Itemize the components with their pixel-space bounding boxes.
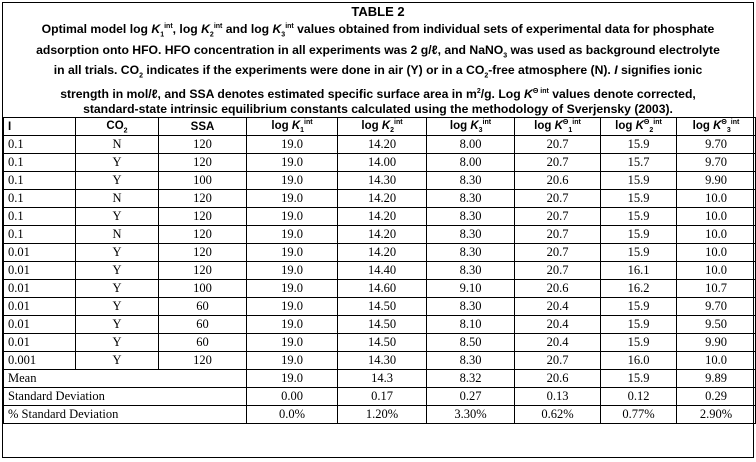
table-row bbox=[4, 262, 756, 280]
cell-logk-theta2: 15.9 bbox=[601, 334, 677, 352]
cell-co2: Y bbox=[76, 244, 159, 262]
cell-logk3: 8.00 bbox=[427, 154, 515, 172]
summary-logk-theta1: 0.62% bbox=[515, 406, 601, 424]
cell-logk-theta1: 20.4 bbox=[515, 334, 601, 352]
summary-logk-theta1: 0.13 bbox=[515, 388, 601, 406]
cell-logk2: 14.50 bbox=[338, 298, 427, 316]
cell-logk-theta1: 20.7 bbox=[515, 208, 601, 226]
summary-logk1: 0.00 bbox=[247, 388, 338, 406]
cell-logk-theta3: 10.0 bbox=[677, 352, 756, 370]
cell-co2: Y bbox=[76, 334, 159, 352]
summary-label: Standard Deviation bbox=[4, 388, 247, 406]
table-header-row bbox=[4, 118, 756, 136]
cell-i: 0.001 bbox=[4, 352, 76, 370]
cell-logk-theta3: 9.70 bbox=[677, 298, 756, 316]
cell-logk1: 19.0 bbox=[247, 334, 338, 352]
cell-ssa: 120 bbox=[159, 262, 247, 280]
table-row bbox=[4, 208, 756, 226]
cell-i: 0.01 bbox=[4, 298, 76, 316]
cell-logk-theta1: 20.6 bbox=[515, 280, 601, 298]
summary-label: % Standard Deviation bbox=[4, 406, 247, 424]
cell-logk1: 19.0 bbox=[247, 172, 338, 190]
summary-logk-theta2: 0.12 bbox=[601, 388, 677, 406]
cell-ssa: 120 bbox=[159, 244, 247, 262]
summary-logk-theta3: 0.29 bbox=[677, 388, 756, 406]
caption-line-5: standard-state intrinsic equilibrium constants calculated using the methodology of Sverjensky (2003). bbox=[83, 102, 673, 117]
cell-i: 0.01 bbox=[4, 316, 76, 334]
cell-i: 0.01 bbox=[4, 244, 76, 262]
table-row bbox=[4, 352, 756, 370]
cell-co2: N bbox=[76, 226, 159, 244]
cell-logk2: 14.30 bbox=[338, 172, 427, 190]
cell-logk-theta2: 15.9 bbox=[601, 316, 677, 334]
header-co2: $CO_2$ bbox=[76, 118, 159, 136]
cell-ssa: 100 bbox=[159, 172, 247, 190]
cell-logk-theta3: 9.90 bbox=[677, 334, 756, 352]
table-row bbox=[4, 136, 756, 154]
cell-i: 0.01 bbox=[4, 262, 76, 280]
summary-row bbox=[4, 388, 756, 406]
cell-ssa: 120 bbox=[159, 226, 247, 244]
summary-logk-theta3: 9.89 bbox=[677, 370, 756, 388]
cell-logk-theta1: 20.7 bbox=[515, 190, 601, 208]
cell-ssa: 100 bbox=[159, 280, 247, 298]
cell-logk3: 8.50 bbox=[427, 334, 515, 352]
summary-logk3: 3.30% bbox=[427, 406, 515, 424]
cell-logk-theta3: 10.0 bbox=[677, 262, 756, 280]
cell-ssa: 60 bbox=[159, 316, 247, 334]
table-title: TABLE 2 bbox=[351, 4, 405, 19]
table-row bbox=[4, 172, 756, 190]
cell-ssa: 120 bbox=[159, 136, 247, 154]
table-row bbox=[4, 244, 756, 262]
cell-logk1: 19.0 bbox=[247, 208, 338, 226]
cell-logk2: 14.20 bbox=[338, 208, 427, 226]
cell-i: 0.01 bbox=[4, 280, 76, 298]
caption-line-4: strength in mol/ℓ, and SSA denotes estimated specific surface area in $m^2/g$. Log $K^{\Theta int}$ values denote corrected, bbox=[60, 87, 696, 102]
table-row bbox=[4, 298, 756, 316]
summary-logk2: 1.20% bbox=[338, 406, 427, 424]
header-logk-theta1: $\log K^\Theta_1^{int}$ bbox=[515, 118, 601, 136]
summary-row bbox=[4, 370, 756, 388]
cell-logk2: 14.50 bbox=[338, 316, 427, 334]
cell-ssa: 120 bbox=[159, 190, 247, 208]
cell-logk-theta1: 20.7 bbox=[515, 262, 601, 280]
cell-logk1: 19.0 bbox=[247, 190, 338, 208]
cell-logk-theta2: 15.9 bbox=[601, 190, 677, 208]
cell-co2: Y bbox=[76, 154, 159, 172]
caption-line-1: Optimal model $\log K_1^{int}$, $\log K_2^{int}$ and $\log K_3^{int}$ values obtained from individual sets of experimental data for phosphate bbox=[41, 22, 715, 39]
cell-logk-theta2: 16.2 bbox=[601, 280, 677, 298]
cell-logk-theta1: 20.4 bbox=[515, 316, 601, 334]
summary-logk1: 0.0% bbox=[247, 406, 338, 424]
cell-logk-theta3: 10.7 bbox=[677, 280, 756, 298]
cell-logk2: 14.20 bbox=[338, 190, 427, 208]
cell-co2: N bbox=[76, 136, 159, 154]
cell-ssa: 60 bbox=[159, 298, 247, 316]
cell-logk2: 14.40 bbox=[338, 262, 427, 280]
cell-i: 0.1 bbox=[4, 154, 76, 172]
summary-logk1: 19.0 bbox=[247, 370, 338, 388]
table-caption bbox=[3, 3, 753, 117]
cell-i: 0.1 bbox=[4, 136, 76, 154]
cell-co2: Y bbox=[76, 316, 159, 334]
table-row bbox=[4, 334, 756, 352]
cell-logk3: 8.30 bbox=[427, 244, 515, 262]
cell-logk3: 9.10 bbox=[427, 280, 515, 298]
summary-logk-theta3: 2.90% bbox=[677, 406, 756, 424]
cell-logk3: 8.30 bbox=[427, 298, 515, 316]
cell-logk-theta2: 15.9 bbox=[601, 172, 677, 190]
caption-line-3: in all trials. $CO_2$ indicates if the experiments were done in air (Y) or in a $CO_2$-free atmosphere (N). I signifies ionic bbox=[53, 63, 703, 80]
cell-logk-theta3: 10.0 bbox=[677, 226, 756, 244]
summary-label: Mean bbox=[4, 370, 247, 388]
cell-i: 0.01 bbox=[4, 334, 76, 352]
cell-co2: Y bbox=[76, 298, 159, 316]
cell-logk1: 19.0 bbox=[247, 136, 338, 154]
table-row bbox=[4, 154, 756, 172]
cell-logk-theta3: 10.0 bbox=[677, 208, 756, 226]
cell-logk-theta3: 9.70 bbox=[677, 136, 756, 154]
cell-logk-theta3: 10.0 bbox=[677, 190, 756, 208]
header-logk-theta3: $\log K^\Theta_3^{int}$ bbox=[677, 118, 756, 136]
table-figure bbox=[2, 2, 754, 458]
cell-logk-theta3: 10.0 bbox=[677, 244, 756, 262]
cell-logk-theta3: 9.50 bbox=[677, 316, 756, 334]
cell-co2: Y bbox=[76, 208, 159, 226]
cell-logk1: 19.0 bbox=[247, 352, 338, 370]
cell-logk-theta1: 20.7 bbox=[515, 136, 601, 154]
cell-logk2: 14.00 bbox=[338, 154, 427, 172]
cell-logk3: 8.00 bbox=[427, 136, 515, 154]
cell-ssa: 60 bbox=[159, 334, 247, 352]
table-row bbox=[4, 190, 756, 208]
cell-logk1: 19.0 bbox=[247, 244, 338, 262]
cell-logk2: 14.20 bbox=[338, 136, 427, 154]
header-logk-theta2: $\log K^\Theta_2^{int}$ bbox=[601, 118, 677, 136]
cell-logk-theta2: 15.9 bbox=[601, 136, 677, 154]
cell-logk3: 8.30 bbox=[427, 208, 515, 226]
cell-logk3: 8.30 bbox=[427, 190, 515, 208]
summary-logk-theta2: 15.9 bbox=[601, 370, 677, 388]
summary-logk-theta1: 20.6 bbox=[515, 370, 601, 388]
cell-logk1: 19.0 bbox=[247, 154, 338, 172]
cell-i: 0.1 bbox=[4, 208, 76, 226]
data-table bbox=[3, 117, 756, 424]
cell-logk2: 14.50 bbox=[338, 334, 427, 352]
cell-i: 0.1 bbox=[4, 190, 76, 208]
cell-logk1: 19.0 bbox=[247, 226, 338, 244]
cell-logk1: 19.0 bbox=[247, 298, 338, 316]
cell-logk-theta1: 20.6 bbox=[515, 172, 601, 190]
cell-i: 0.1 bbox=[4, 226, 76, 244]
caption-line-2: adsorption onto HFO. HFO concentration in all experiments was 2 g/ℓ, and NaNO$_3$ was used as background electrolyte bbox=[36, 42, 720, 60]
cell-logk3: 8.10 bbox=[427, 316, 515, 334]
cell-logk2: 14.30 bbox=[338, 352, 427, 370]
cell-logk-theta2: 16.1 bbox=[601, 262, 677, 280]
cell-logk-theta2: 15.9 bbox=[601, 298, 677, 316]
caption-text bbox=[7, 19, 749, 117]
cell-logk-theta1: 20.7 bbox=[515, 154, 601, 172]
summary-logk-theta2: 0.77% bbox=[601, 406, 677, 424]
table-row bbox=[4, 316, 756, 334]
summary-logk2: 0.17 bbox=[338, 388, 427, 406]
summary-logk2: 14.3 bbox=[338, 370, 427, 388]
header-logk1: $\log K_1^{int}$ bbox=[247, 118, 338, 136]
cell-logk-theta2: 15.9 bbox=[601, 244, 677, 262]
cell-logk-theta3: 9.90 bbox=[677, 172, 756, 190]
cell-logk2: 14.60 bbox=[338, 280, 427, 298]
cell-logk2: 14.20 bbox=[338, 226, 427, 244]
table-row bbox=[4, 226, 756, 244]
summary-logk3: 0.27 bbox=[427, 388, 515, 406]
cell-ssa: 120 bbox=[159, 154, 247, 172]
cell-logk1: 19.0 bbox=[247, 316, 338, 334]
cell-logk-theta1: 20.7 bbox=[515, 226, 601, 244]
cell-co2: Y bbox=[76, 262, 159, 280]
cell-logk-theta1: 20.4 bbox=[515, 298, 601, 316]
header-logk2: $\log K_2^{int}$ bbox=[338, 118, 427, 136]
cell-logk3: 8.30 bbox=[427, 352, 515, 370]
cell-co2: N bbox=[76, 190, 159, 208]
cell-ssa: 120 bbox=[159, 352, 247, 370]
cell-logk3: 8.30 bbox=[427, 226, 515, 244]
cell-logk-theta2: 15.9 bbox=[601, 226, 677, 244]
header-i: I bbox=[4, 118, 76, 136]
cell-logk-theta2: 15.9 bbox=[601, 208, 677, 226]
header-logk3: $\log K_3^{int}$ bbox=[427, 118, 515, 136]
cell-logk-theta2: 16.0 bbox=[601, 352, 677, 370]
cell-co2: Y bbox=[76, 280, 159, 298]
cell-logk3: 8.30 bbox=[427, 262, 515, 280]
table-row bbox=[4, 280, 756, 298]
cell-logk1: 19.0 bbox=[247, 280, 338, 298]
cell-logk-theta2: 15.7 bbox=[601, 154, 677, 172]
cell-logk3: 8.30 bbox=[427, 172, 515, 190]
cell-i: 0.1 bbox=[4, 172, 76, 190]
cell-logk-theta3: 9.70 bbox=[677, 154, 756, 172]
cell-co2: Y bbox=[76, 352, 159, 370]
summary-row bbox=[4, 406, 756, 424]
cell-logk-theta1: 20.7 bbox=[515, 352, 601, 370]
cell-logk2: 14.20 bbox=[338, 244, 427, 262]
cell-logk1: 19.0 bbox=[247, 262, 338, 280]
summary-logk3: 8.32 bbox=[427, 370, 515, 388]
cell-ssa: 120 bbox=[159, 208, 247, 226]
cell-co2: Y bbox=[76, 172, 159, 190]
header-ssa: SSA bbox=[159, 118, 247, 136]
cell-logk-theta1: 20.7 bbox=[515, 244, 601, 262]
